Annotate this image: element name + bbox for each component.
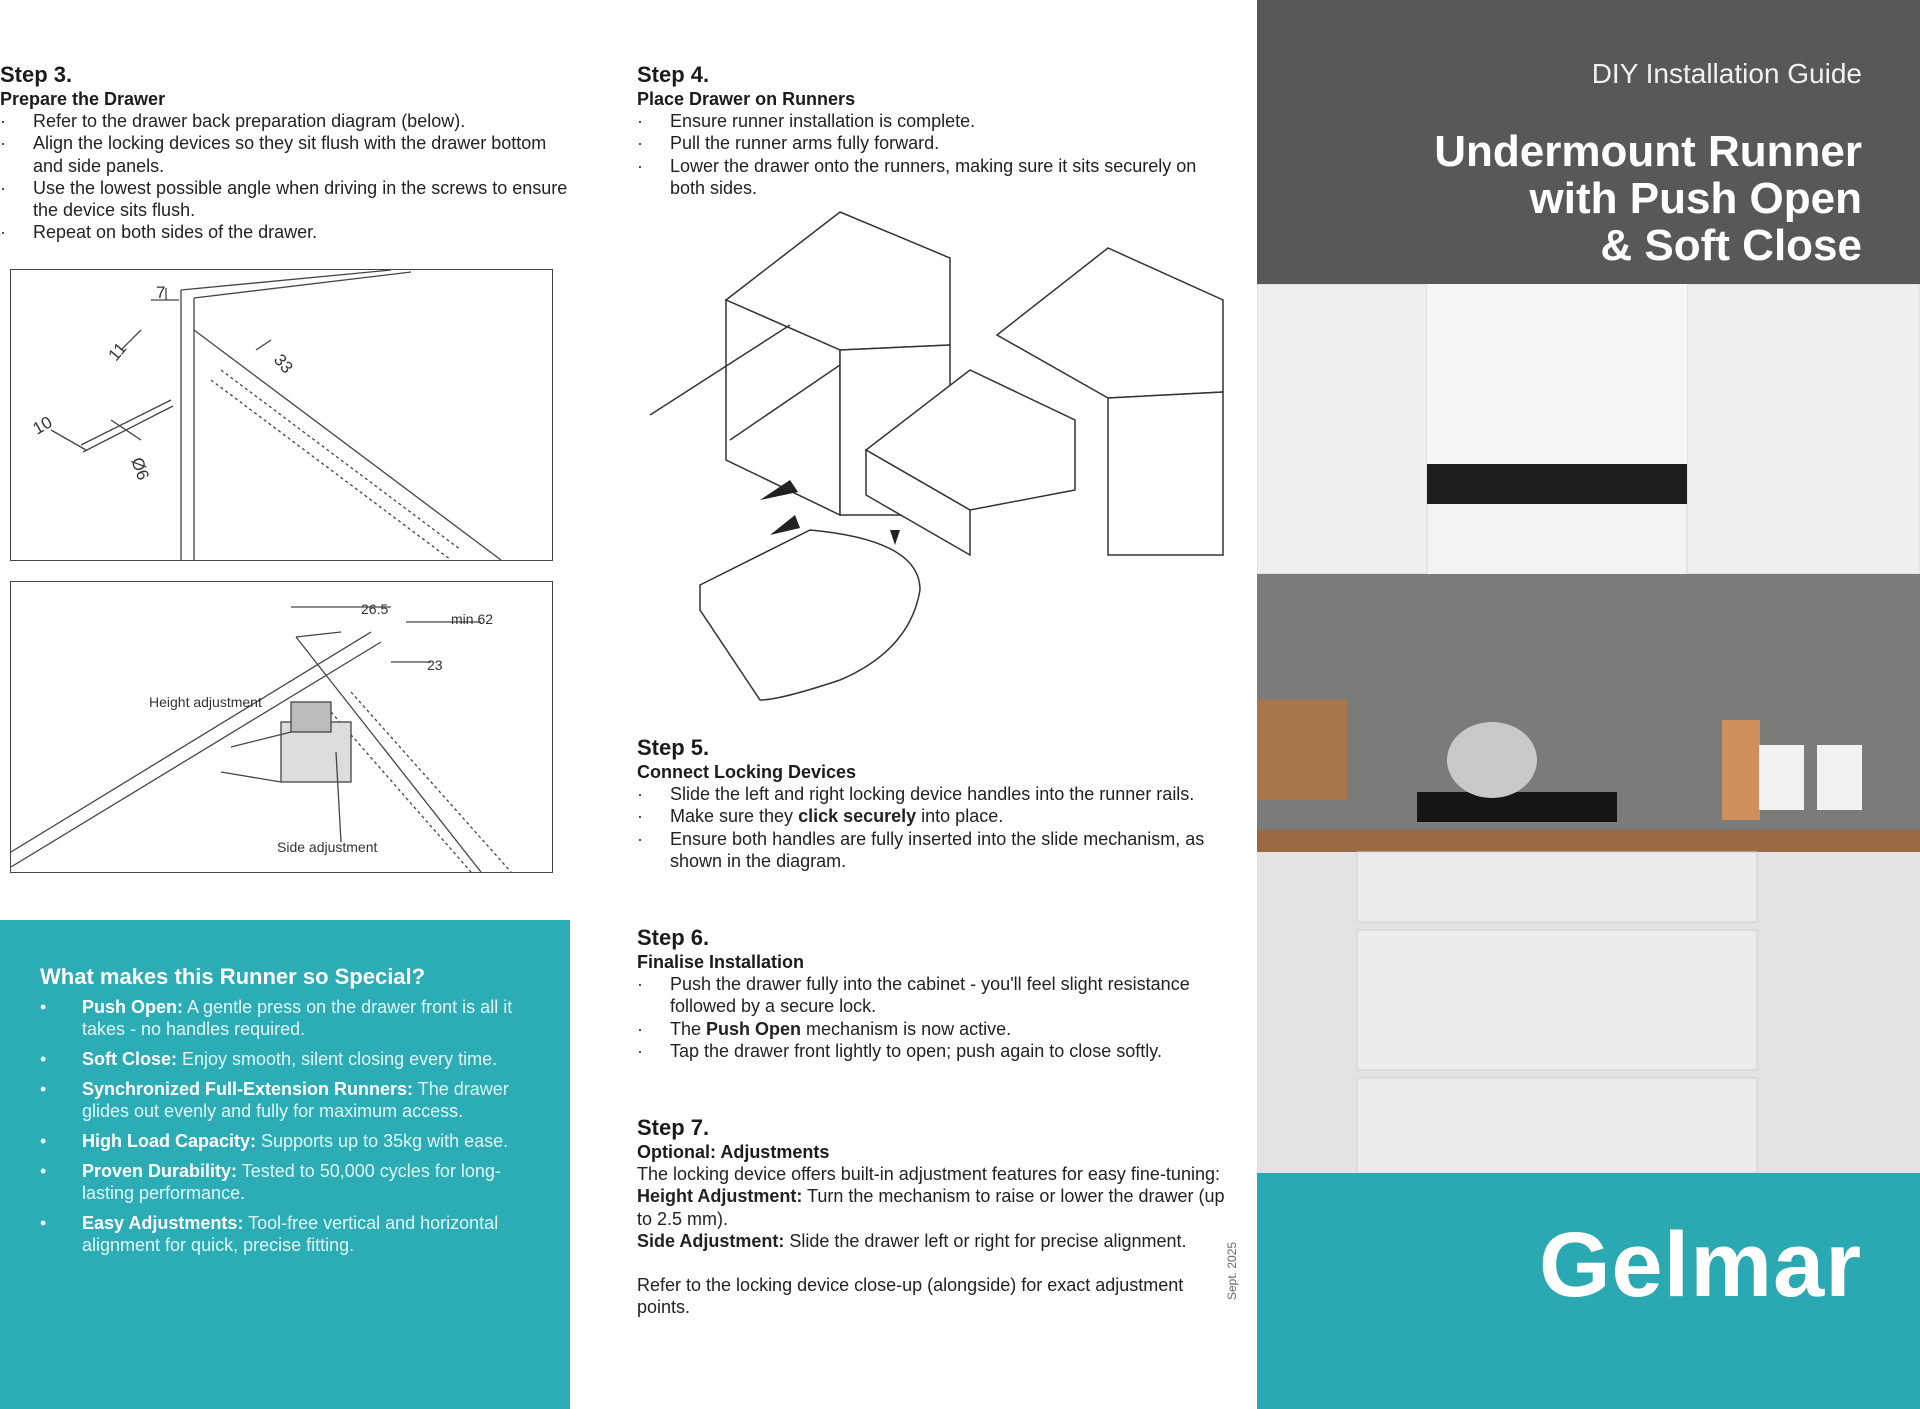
list-item: · The Push Open mechanism is now active.	[637, 1018, 1217, 1040]
list-item	[40, 996, 520, 1040]
feature-label: Soft Close:	[82, 1049, 178, 1069]
step7-section	[637, 1115, 1227, 1319]
step5-title: Step 5.	[637, 735, 710, 760]
gelmar-logo: Gelmar	[1538, 1214, 1862, 1316]
list-item: · Ensure runner installation is complete.	[637, 110, 1217, 132]
dim-10: 10	[29, 412, 56, 439]
feature-text: Supports up to 35kg with ease.	[256, 1131, 509, 1151]
arrow-icon	[770, 515, 800, 535]
step6-title: Step 6.	[637, 925, 710, 950]
feature-label: Synchronized Full-Extension Runners:	[82, 1079, 414, 1099]
special-features-list	[40, 996, 520, 1264]
step7-subtitle: Optional: Adjustments	[637, 1142, 830, 1162]
step7-height: Height Adjustment: Turn the mechanism to raise or lower the drawer (up to 2.5 mm).	[637, 1186, 1225, 1229]
list-item: · Make sure they click securely into place.	[637, 805, 1217, 827]
step7-side: Side Adjustment: Slide the drawer left or right for precise alignment.	[637, 1230, 1187, 1251]
step6-subtitle: Finalise Installation	[637, 952, 805, 972]
list-item: · Ensure both handles are fully inserted into the slide mechanism, as shown in the diagram.	[637, 828, 1217, 873]
step3-section	[0, 62, 570, 244]
step6-section	[637, 925, 1217, 1062]
list-item: · Tap the drawer front lightly to open; push again to close softly.	[637, 1040, 1217, 1062]
feature-text: Tested to 50,000 cycles for long-lasting performance.	[82, 1161, 501, 1203]
feature-text: The drawer glides out evenly and fully for maximum access.	[82, 1079, 509, 1121]
dim-min-62: min 62	[451, 611, 494, 627]
step5-subtitle: Connect Locking Devices	[637, 762, 857, 782]
product-title: Undermount Runner with Push Open & Soft Close	[1434, 127, 1862, 270]
list-item	[40, 1048, 520, 1070]
list-item: · Align the locking devices so they sit flush with the drawer bottom and side panels.	[0, 132, 570, 177]
arrow-icon	[890, 530, 900, 545]
list-item: · Refer to the drawer back preparation diagram (below).	[0, 110, 570, 132]
step7-intro: The locking device offers built-in adjustment features for easy fine-tuning:	[637, 1164, 1220, 1184]
list-item	[40, 1130, 520, 1152]
title-banner	[1257, 0, 1920, 284]
drill-diagram-drawing	[11, 270, 552, 560]
step3-list	[0, 110, 570, 244]
step4-subtitle: Place Drawer on Runners	[637, 89, 856, 109]
step6-list	[637, 973, 1217, 1062]
feature-text: Tool-free vertical and horizontal alignment for quick, precise fitting.	[82, 1213, 499, 1255]
dim-7: 7	[156, 283, 166, 302]
cabinet-drawer-illustration	[630, 210, 1230, 710]
feature-label: Proven Durability:	[82, 1161, 238, 1181]
guide-pretitle: DIY Installation Guide	[1591, 58, 1862, 89]
step3-subtitle: Prepare the Drawer	[0, 89, 166, 109]
dim-23: 23	[427, 657, 443, 673]
list-item: · Push the drawer fully into the cabinet - you'll feel slight resistance followed by a secure lock.	[637, 973, 1217, 1018]
step7-refer: Refer to the locking device close-up (alongside) for exact adjustment points.	[637, 1275, 1184, 1318]
list-item: · Slide the left and right locking device handles into the runner rails.	[637, 783, 1217, 805]
brand-footer	[1257, 1173, 1920, 1409]
dim-11: 11	[104, 338, 131, 365]
step3-title: Step 3.	[0, 62, 73, 87]
step4-title: Step 4.	[637, 62, 710, 87]
list-item	[40, 1078, 520, 1122]
feature-text: Enjoy smooth, silent closing every time.	[177, 1049, 498, 1069]
feature-label: High Load Capacity:	[82, 1131, 257, 1151]
feature-label: Push Open:	[82, 997, 184, 1017]
feature-text: A gentle press on the drawer front is all it takes - no handles required.	[82, 997, 513, 1039]
side-adjustment-label: Side adjustment	[277, 839, 378, 855]
dim-26-5: 26.5	[361, 601, 389, 617]
step5-list	[637, 783, 1217, 872]
step7-title: Step 7.	[637, 1115, 710, 1140]
feature-label: Easy Adjustments:	[82, 1213, 244, 1233]
step4-list	[637, 110, 1217, 199]
special-heading: What makes this Runner so Special?	[40, 964, 426, 989]
cover-panel	[1257, 0, 1920, 1409]
list-item: · Use the lowest possible angle when driving in the screws to ensure the device sits flush.	[0, 177, 570, 222]
list-item	[40, 1212, 520, 1256]
dim-diameter-6: Ø6	[127, 454, 153, 483]
locking-device-drawing	[11, 582, 552, 872]
dim-33: 33	[269, 350, 297, 378]
list-item: · Repeat on both sides of the drawer.	[0, 221, 570, 243]
drawer-back-drill-diagram	[10, 269, 553, 561]
height-adjustment-label: Height adjustment	[149, 694, 262, 710]
list-item: · Lower the drawer onto the runners, making sure it sits securely on both sides.	[637, 155, 1217, 200]
list-item	[40, 1160, 520, 1204]
print-date: Sept. 2025	[1225, 1241, 1239, 1300]
list-item: · Pull the runner arms fully forward.	[637, 132, 1217, 154]
step4-section	[637, 62, 1217, 199]
step5-section	[637, 735, 1217, 872]
locking-device-diagram	[10, 581, 553, 873]
